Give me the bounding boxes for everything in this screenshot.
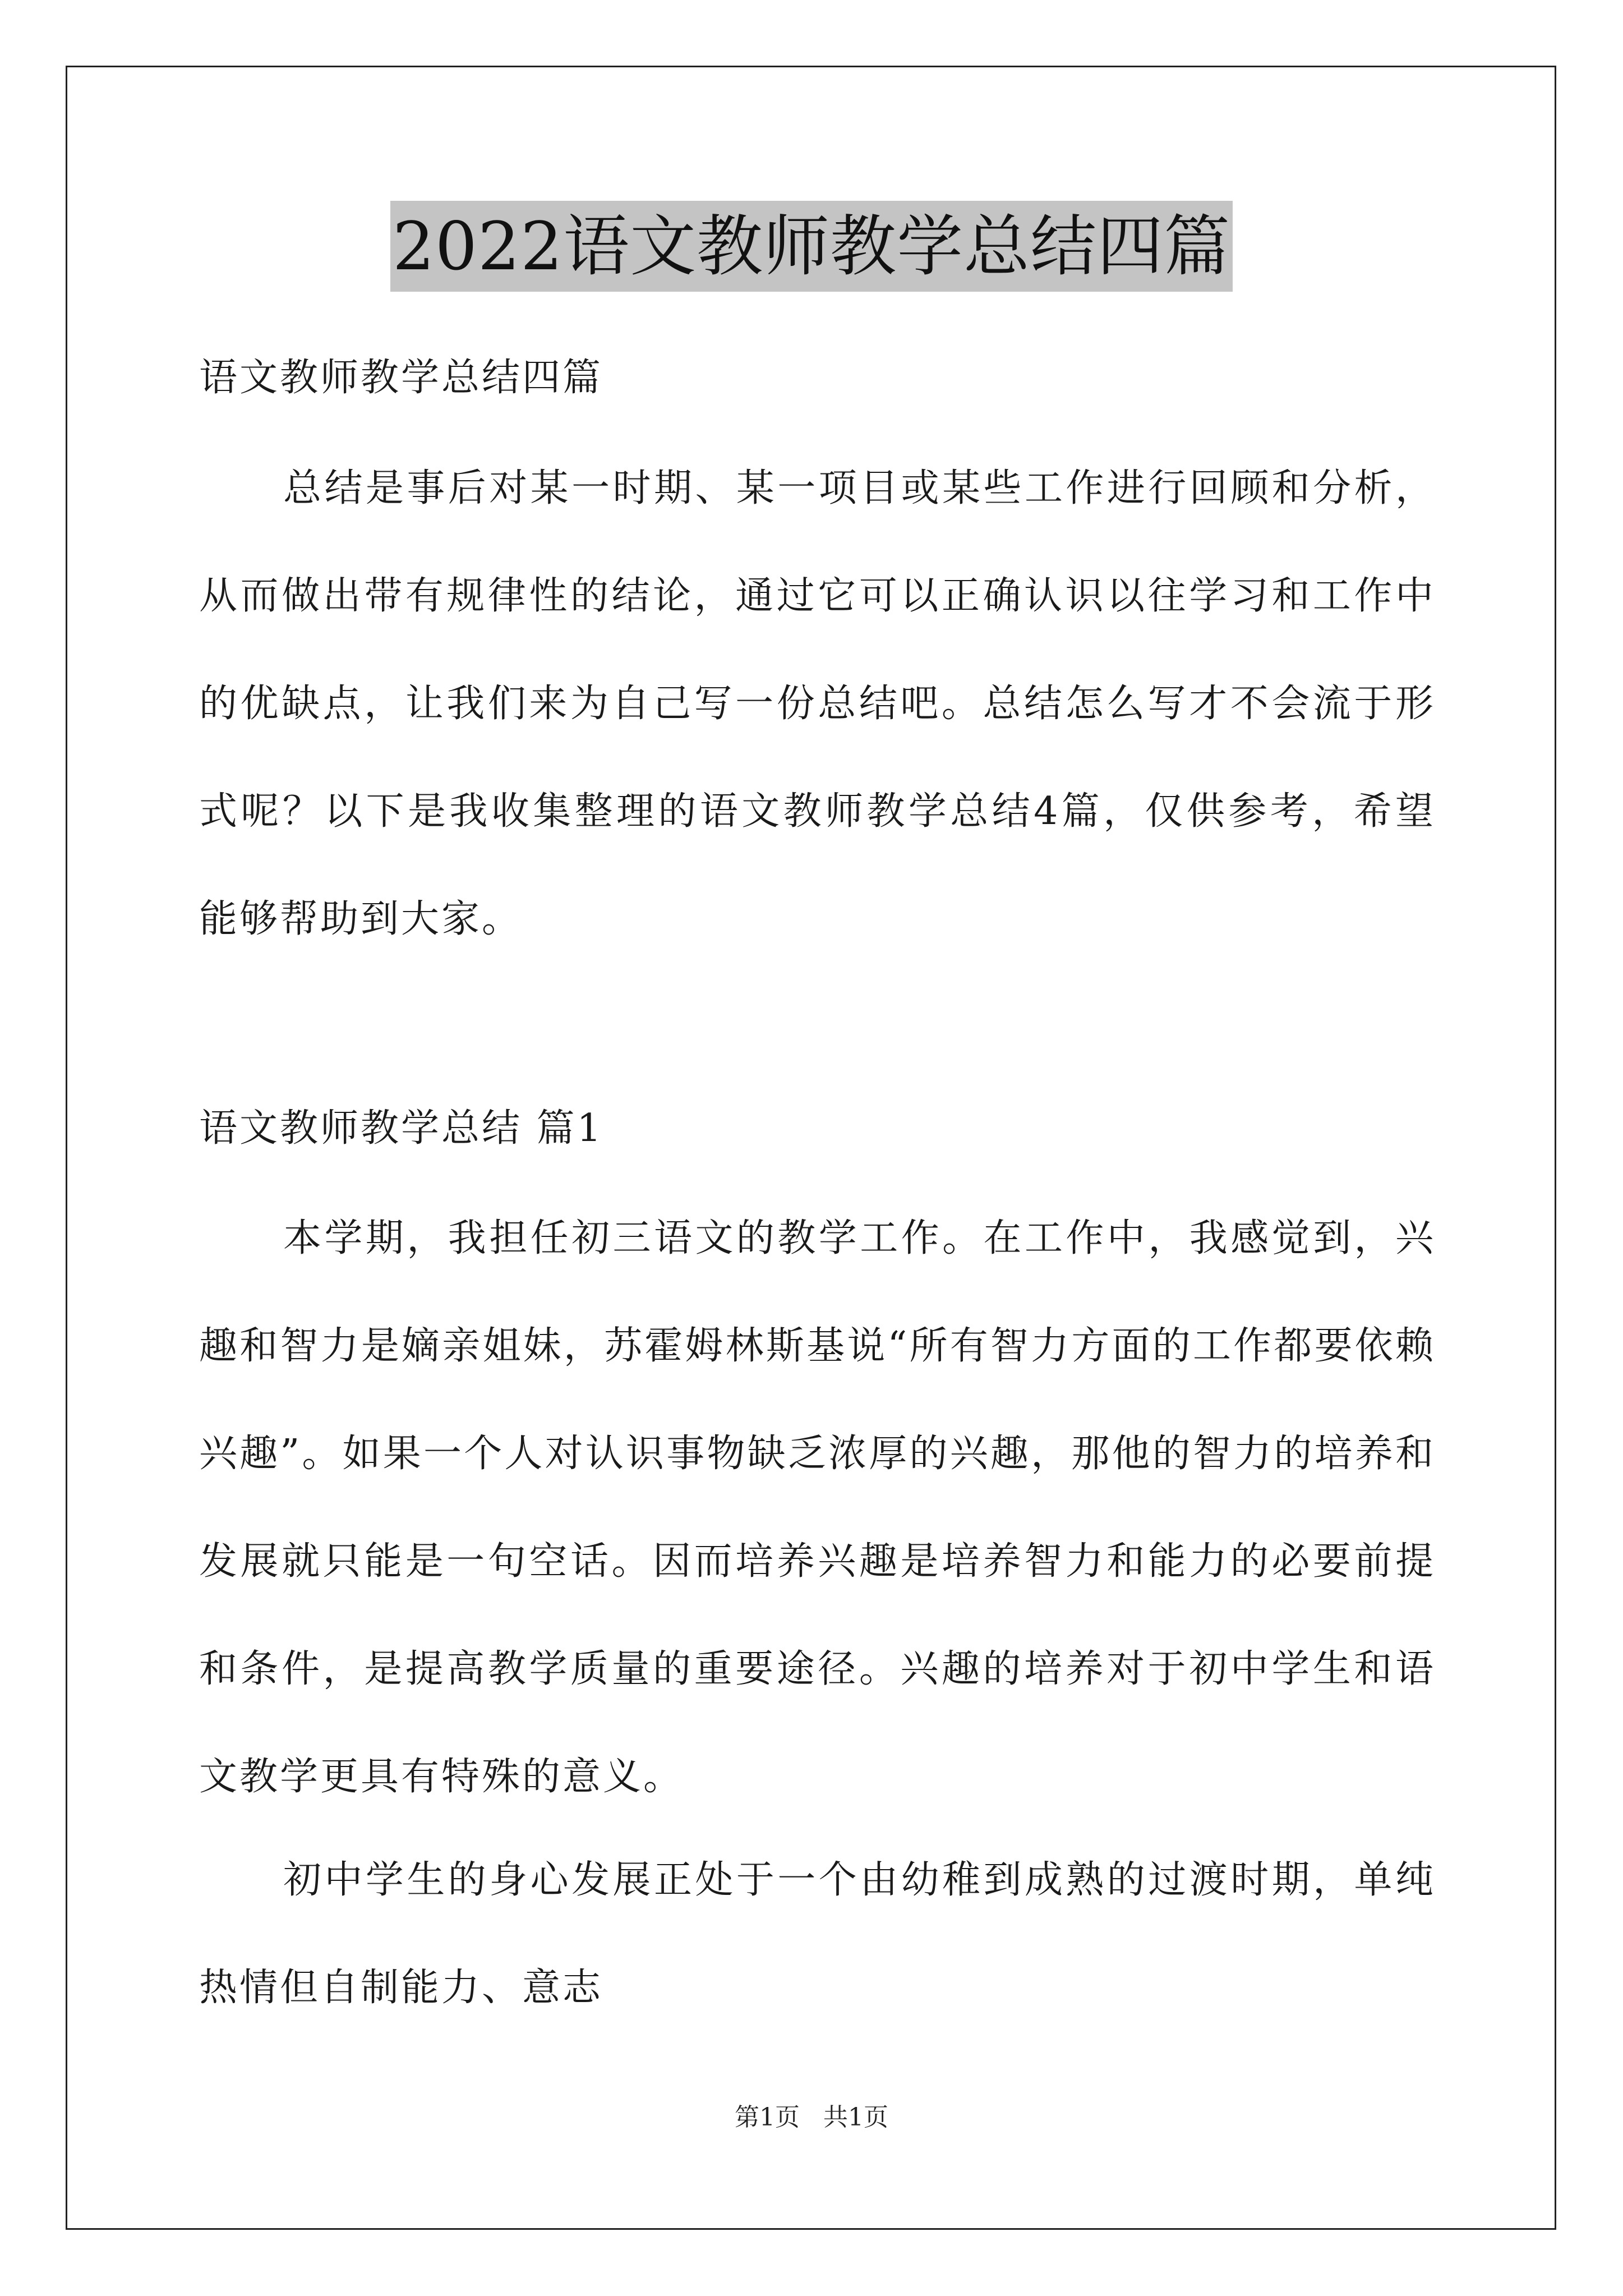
document-subtitle: 语文教师教学总结四篇	[199, 356, 603, 400]
title-container	[0, 201, 1623, 292]
page-footer	[0, 2101, 1623, 2134]
page-total: 共1页	[823, 2103, 888, 2132]
intro-paragraph: 总结是事后对某一时期、某一项目或某些工作进行回顾和分析，从而做出带有规律性的结论，通过它可以正确认识以往学习和工作中的优缺点，让我们来为自己写一份总结吧。总结怎么写才不会流于形式呢？以下是我收集整理的语文教师教学总结4篇，仅供参考，希望能够帮助到大家。	[199, 466, 1436, 941]
section-heading: 语文教师教学总结 篇1	[199, 1106, 603, 1151]
section-paragraph-2: 初中学生的身心发展正处于一个由幼稚到成熟的过渡时期，单纯热情但自制能力、意志	[199, 1858, 1436, 2010]
document-title: 2022语文教师教学总结四篇	[390, 201, 1233, 292]
page-number: 第1页	[735, 2103, 800, 2132]
section-paragraph-1: 本学期，我担任初三语文的教学工作。在工作中，我感觉到，兴趣和智力是嫡亲姐妹，苏霍姆林斯基说“所有智力方面的工作都要依赖兴趣”。如果一个人对认识事物缺乏浓厚的兴趣，那他的智力的培养和发展就只能是一句空话。因而培养兴趣是培养智力和能力的必要前提和条件，是提高教学质量的重要途径。兴趣的培养对于初中学生和语文教学更具有特殊的意义。	[199, 1216, 1436, 1799]
